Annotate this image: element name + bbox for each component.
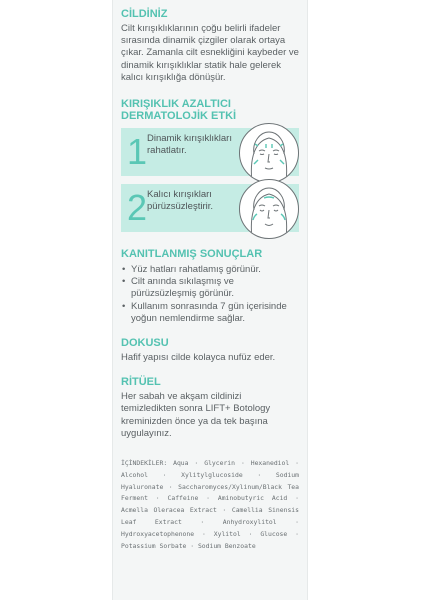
section-title-effect	[121, 98, 299, 122]
section-effect	[121, 98, 299, 232]
section-title-ritual: RİTÜEL	[121, 376, 161, 389]
effect-item-2	[121, 184, 299, 232]
ingredients-list: İÇİNDEKİLER: Aqua · Glycerin · Hexanediol · Alcohol · Xylitylglucoside · Sodium Hyaluronate · Saccharomyces/Xylinum/Black Tea Ferment · Caffeine · Aminobutyric Acid · Acmella Oleracea Extract · Camellia Sinensis Leaf Extract · Anhydroxylitol · Hydroxyacetophenone · Xylitol · Glucose · Potassium Sorbate · Sodium Benzoate	[121, 459, 299, 550]
section-ritual	[121, 376, 299, 440]
effect-title-line1: KIRIŞIKLIK AZALTICI	[121, 98, 231, 111]
section-title-results: KANITLANMIŞ SONUÇLAR	[121, 248, 263, 261]
results-list	[121, 264, 299, 325]
results-item: • Kullanım sonrasında 7 gün içerisinde yoğun nemlendirme sağlar.	[121, 301, 299, 325]
section-texture	[121, 337, 299, 364]
effect-item-1	[121, 128, 299, 176]
section-text-cildiniz: Cilt kırışıklıklarının çoğu belirli ifadeler sırasında dinamik çizgiler olarak ortaya çıkar. Zamanla cilt esnekliğini kaybeder ve dinamik kırışıklıklar statik hale gelerek kalıcı kırışıklığa dönüşür.	[121, 23, 299, 83]
face-smoothing-icon	[239, 179, 299, 239]
panel-edge-left	[112, 0, 113, 600]
section-results	[121, 248, 299, 325]
section-cildiniz	[121, 8, 299, 84]
effect-text-2: Kalıcı kırışıkları pürüzsüzleştirir.	[147, 189, 213, 213]
section-title-texture: DOKUSU	[121, 337, 169, 350]
label-content	[121, 8, 299, 552]
results-item: • Yüz hatları rahatlamış görünür.	[121, 264, 299, 276]
effect-title-line2: DERMATOLOJİK ETKİ	[121, 110, 237, 123]
face-relaxing-icon	[239, 123, 299, 183]
panel-edge-right	[307, 0, 308, 600]
results-item: • Cilt anında sıkılaşmış ve pürüzsüzleşmiş görünür.	[121, 276, 299, 300]
section-text-texture: Hafif yapısı cilde kolayca nufüz eder.	[121, 352, 276, 364]
effect-number-1: 1	[127, 131, 148, 173]
section-text-ritual: Her sabah ve akşam cildinizi temizledikten sonra LIFT+ Botology kreminizden önce ya da tek başına uygulayınız.	[121, 391, 271, 439]
effect-number-2: 2	[127, 187, 148, 229]
section-title-cildiniz: CİLDİNİZ	[121, 8, 168, 20]
effect-text-1: Dinamik kırışıklıkları rahatlatır.	[147, 133, 232, 157]
